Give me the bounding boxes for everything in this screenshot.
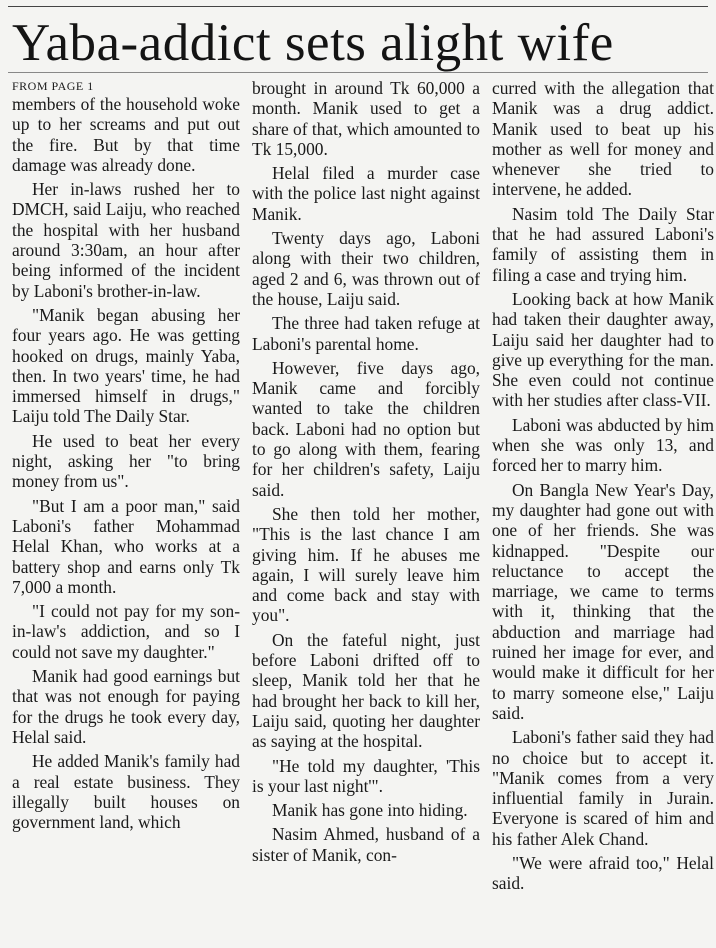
paragraph: He added Manik's family had a real estate business. They illegally built houses on government land, which <box>12 751 240 833</box>
headline: Yaba-addict sets alight wife <box>12 14 614 72</box>
paragraph: She then told her mother, "This is the last chance I am giving him. If he abuses me again, I will surely leave him and come back and stay with you". <box>252 503 480 626</box>
paragraph: He used to beat her every night, asking her "to bring money from us". <box>12 430 240 492</box>
paragraph: "I could not pay for my son-in-law's addiction, and so I could not save my daughter." <box>12 601 240 662</box>
paragraph: Nasim Ahmed, husband of a sister of Manik, con- <box>252 824 480 865</box>
paragraph: brought in around Tk 60,000 a month. Manik used to get a share of that, which amounted to Tk 15,000. <box>252 78 480 159</box>
jump-line: FROM PAGE 1 <box>12 79 94 93</box>
paragraph: Manik had good earnings but that was not enough for paying for the drugs he took every day, Helal said. <box>12 666 240 747</box>
paragraph: "Manik began abusing her four years ago. He was getting hooked on drugs, mainly Yaba, then. In two years' time, he had immersed himself in drugs," Laiju told The Daily Star. <box>12 304 240 427</box>
paragraph: On Bangla New Year's Day, my daughter had gone out with one of her friends. She was kidnapped. "Despite our reluctance to accept the marriage, we came to terms with it, thinking that the abduction and marriage had ruined her image for ever, and would make it difficult for her to marry someone else," Laiju said. <box>492 479 714 723</box>
paragraph: "We were afraid too," Helal said. <box>492 852 714 894</box>
paragraph: On the fateful night, just before Laboni drifted off to sleep, Manik told her that he had brought her back to kill her, Laiju said, quoting her daughter as saying at the hospital. <box>252 629 480 752</box>
paragraph: "He told my daughter, 'This is your last night'". <box>252 755 480 796</box>
article-column-2 <box>252 78 480 948</box>
article-column-3 <box>492 78 714 948</box>
paragraph: members of the household woke up to her screams and put out the fire. But by that time damage was already done. <box>12 94 240 175</box>
paragraph: Her in-laws rushed her to DMCH, said Laiju, who reached the hospital with her husband around 3:30am, an hour after being informed of the incident by Laboni's brother-in-law. <box>12 179 240 301</box>
article-column-1 <box>12 78 240 948</box>
paragraph: curred with the allegation that Manik was a drug addict. Manik used to beat up his mother as well for money and whenever she tried to intervene, he added. <box>492 78 714 200</box>
paragraph: Twenty days ago, Laboni along with their two children, aged 2 and 6, was thrown out of the house, Laiju said. <box>252 228 480 309</box>
paragraph: Laboni was abducted by him when she was only 13, and forced her to marry him. <box>492 414 714 476</box>
top-rule <box>8 6 708 7</box>
paragraph: Manik has gone into hiding. <box>272 800 468 821</box>
paragraph: Looking back at how Manik had taken their daughter away, Laiju said her daughter had to give up everything for the man. She even could not continue with her studies after class-VII. <box>492 288 714 411</box>
headline-rule <box>8 72 708 73</box>
paragraph: Helal filed a murder case with the police last night against Manik. <box>252 163 480 224</box>
paragraph: Laboni's father said they had no choice but to accept it. "Manik comes from a very influential family in Jurain. Everyone is scared of him and his father Alek Chand. <box>492 727 714 849</box>
paragraph: The three had taken refuge at Laboni's parental home. <box>252 313 480 354</box>
paragraph: "But I am a poor man," said Laboni's father Mohammad Helal Khan, who works at a battery shop and earns only Tk 7,000 a month. <box>12 495 240 597</box>
paragraph: Nasim told The Daily Star that he had assured Laboni's family of assisting them in filing a case and trying him. <box>492 203 714 285</box>
paragraph: However, five days ago, Manik came and forcibly wanted to take the children back. Laboni had no option but to go along with them, fearing for her children's safety, Laiju said. <box>252 357 480 500</box>
